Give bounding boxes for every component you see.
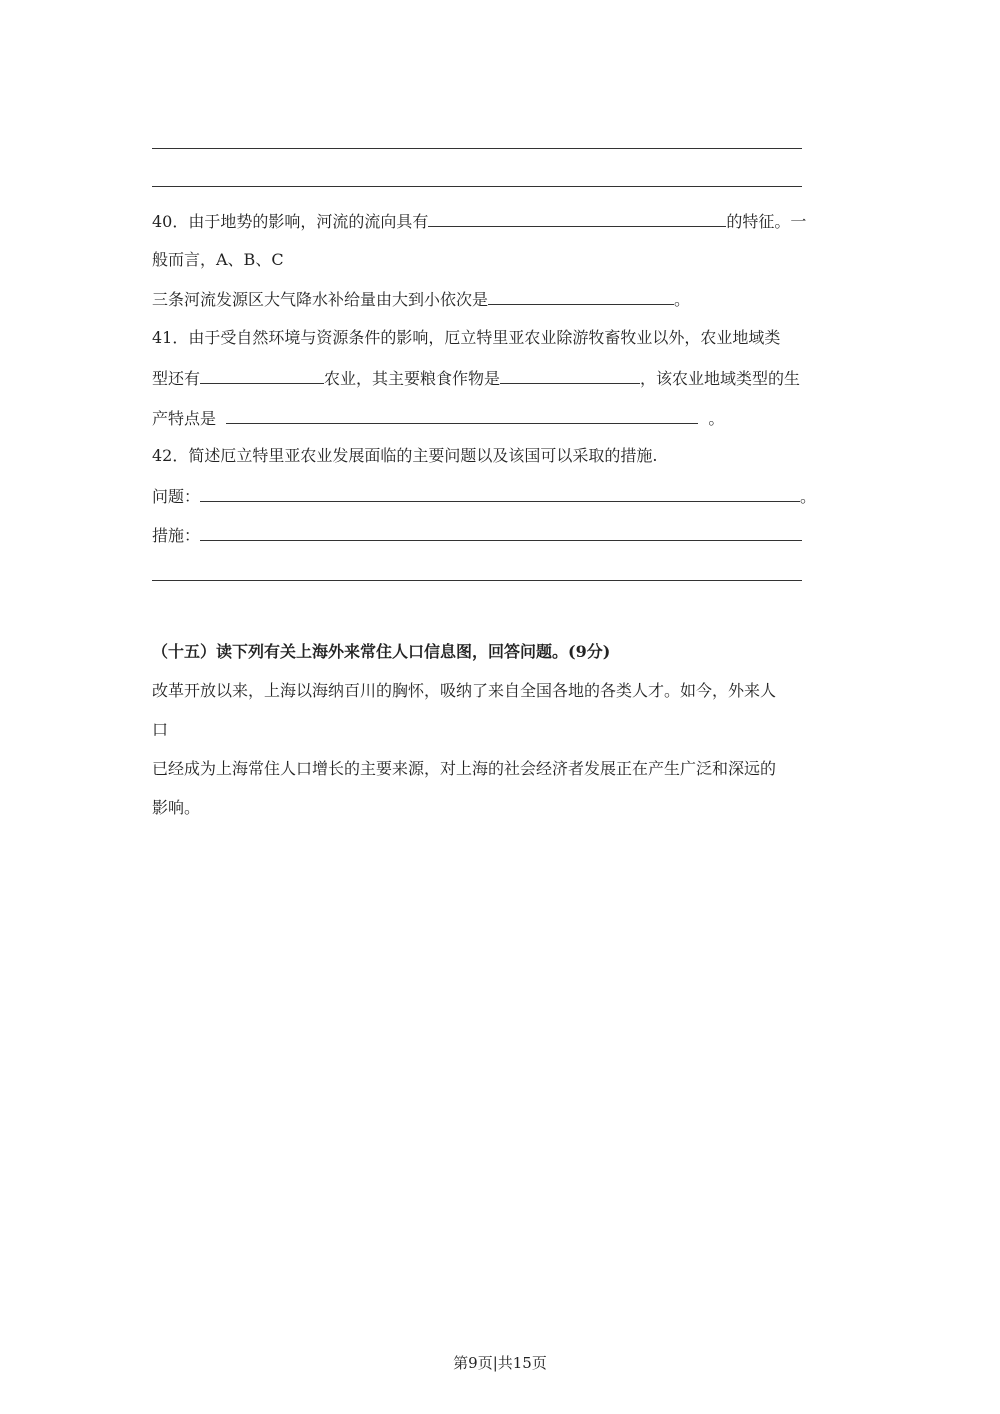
q42-line-1: 42．简述厄立特里亚农业发展面临的主要问题以及该国可以采取的措施. bbox=[152, 446, 658, 465]
q41-line-3 bbox=[152, 408, 724, 429]
section-15-p2: 口 bbox=[152, 720, 169, 739]
q40-line-3 bbox=[152, 289, 690, 310]
q41-line-1: 41．由于受自然环境与资源条件的影响，厄立特里亚农业除游牧畜牧业以外，农业地域类 bbox=[152, 328, 781, 347]
q42-problem-blank[interactable] bbox=[200, 486, 800, 502]
q40-blank-1[interactable] bbox=[428, 211, 726, 227]
section-15-p4: 影响。 bbox=[152, 798, 201, 817]
q41-blank-3[interactable] bbox=[226, 408, 698, 424]
q41-line3-a: 产特点是 bbox=[152, 409, 217, 428]
q41-line-2 bbox=[152, 368, 800, 389]
section-15-p3: 已经成为上海常住人口增长的主要来源，对上海的社会经济者发展正在产生广泛和深远的 bbox=[152, 759, 777, 778]
section-15-heading: （十五）读下列有关上海外来常住人口信息图，回答问题。(9分) bbox=[152, 642, 611, 661]
q42-problem-line bbox=[152, 486, 816, 507]
q42-measure-line bbox=[152, 525, 802, 546]
answer-line-3 bbox=[152, 580, 802, 581]
q41-line2-b: 农业，其主要粮食作物是 bbox=[324, 369, 501, 388]
q40-prefix: 40．由于地势的影响，河流的流向具有 bbox=[152, 212, 429, 231]
q42-measure-label: 措施： bbox=[152, 526, 201, 545]
q42-measure-blank[interactable] bbox=[200, 525, 802, 541]
q42-problem-end: 。 bbox=[800, 487, 817, 506]
q40-line-1 bbox=[152, 211, 806, 232]
q41-line2-a: 型还有 bbox=[152, 369, 201, 388]
q40-line-2: 般而言，A、B、C bbox=[152, 250, 284, 269]
answer-line-1 bbox=[152, 148, 802, 149]
q40-line3-suffix: 。 bbox=[674, 290, 691, 309]
q41-blank-2[interactable] bbox=[500, 368, 640, 384]
q40-suffix: 的特征。一 bbox=[726, 212, 807, 231]
q40-line3-prefix: 三条河流发源区大气降水补给量由大到小依次是 bbox=[152, 290, 489, 309]
section-15-p1: 改革开放以来，上海以海纳百川的胸怀，吸纳了来自全国各地的各类人才。如今，外来人 bbox=[152, 681, 777, 700]
q42-problem-label: 问题： bbox=[152, 487, 201, 506]
q41-line2-c: ，该农业地域类型的生 bbox=[640, 369, 801, 388]
answer-line-2 bbox=[152, 186, 802, 187]
q41-blank-1[interactable] bbox=[200, 368, 324, 384]
q40-blank-2[interactable] bbox=[488, 289, 674, 305]
page-footer: 第9页|共15页 bbox=[453, 1354, 547, 1372]
q41-line3-b: 。 bbox=[708, 409, 725, 428]
